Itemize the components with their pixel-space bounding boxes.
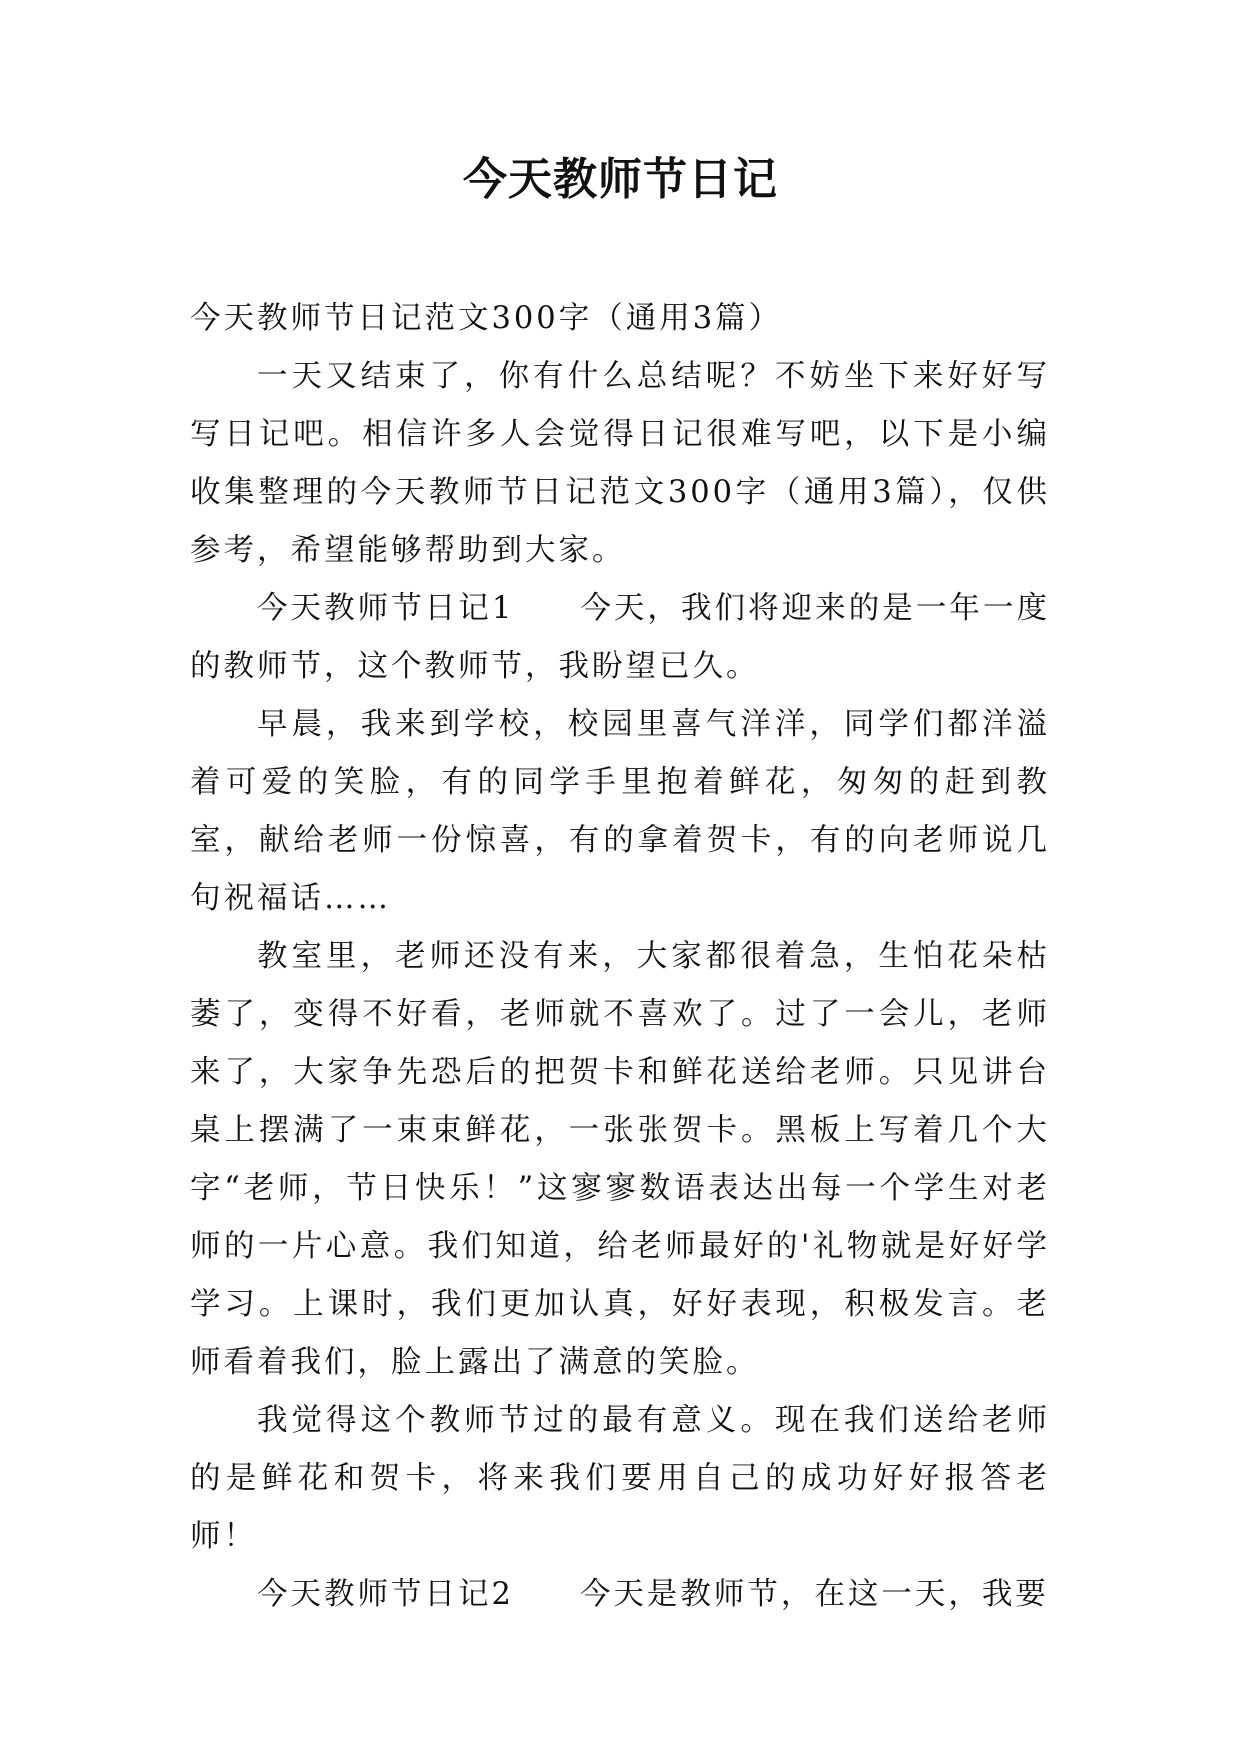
- entry-1-paragraph: [190, 580, 1050, 696]
- document-body: [190, 290, 1050, 1624]
- entry-1-text: 今天，我们将迎来的是一年一度的教师节，这个教师节，我盼望已久。: [190, 591, 1051, 684]
- intro-paragraph: 一天又结束了，你有什么总结呢？不妨坐下来好好写写日记吧。相信许多人会觉得日记很难写吧，以下是小编收集整理的今天教师节日记范文300字（通用3篇），仅供参考，希望能够帮助到大家。: [190, 359, 1050, 568]
- paragraph-classroom: 教室里，老师还没有来，大家都很着急，生怕花朵枯萎了，变得不好看，老师就不喜欢了。过了一会儿，老师来了，大家争先恐后的把贺卡和鲜花送给老师。只见讲台桌上摆满了一束束鲜花，一张张贺卡。黑板上写着几个大字“老师，节日快乐！”这寥寥数语表达出每一个学生对老师的一片心意。我们知道，给老师最好的'礼物就是好好学学习。上课时，我们更加认真，好好表现，积极发言。老师看着我们，脸上露出了满意的笑脸。: [190, 939, 1050, 1380]
- paragraph-morning: 早晨，我来到学校，校园里喜气洋洋，同学们都洋溢着可爱的笑脸，有的同学手里抱着鲜花，匆匆的赶到教室，献给老师一份惊喜，有的拿着贺卡，有的向老师说几句祝福话……: [190, 707, 1050, 916]
- document-title: 今天教师节日记: [463, 154, 778, 205]
- entry-1-heading: 今天教师节日记1: [257, 591, 515, 626]
- entry-2-heading: 今天教师节日记2: [257, 1577, 514, 1612]
- entry-2-text: 今天是教师节，在这一天，我要: [579, 1577, 1049, 1612]
- entry-2-paragraph: [190, 1566, 1050, 1624]
- paragraph-meaning: 我觉得这个教师节过的最有意义。现在我们送给老师的是鲜花和贺卡，将来我们要用自己的成功好好报答老师！: [190, 1403, 1050, 1554]
- document-subtitle: 今天教师节日记范文300字（通用3篇）: [190, 301, 783, 336]
